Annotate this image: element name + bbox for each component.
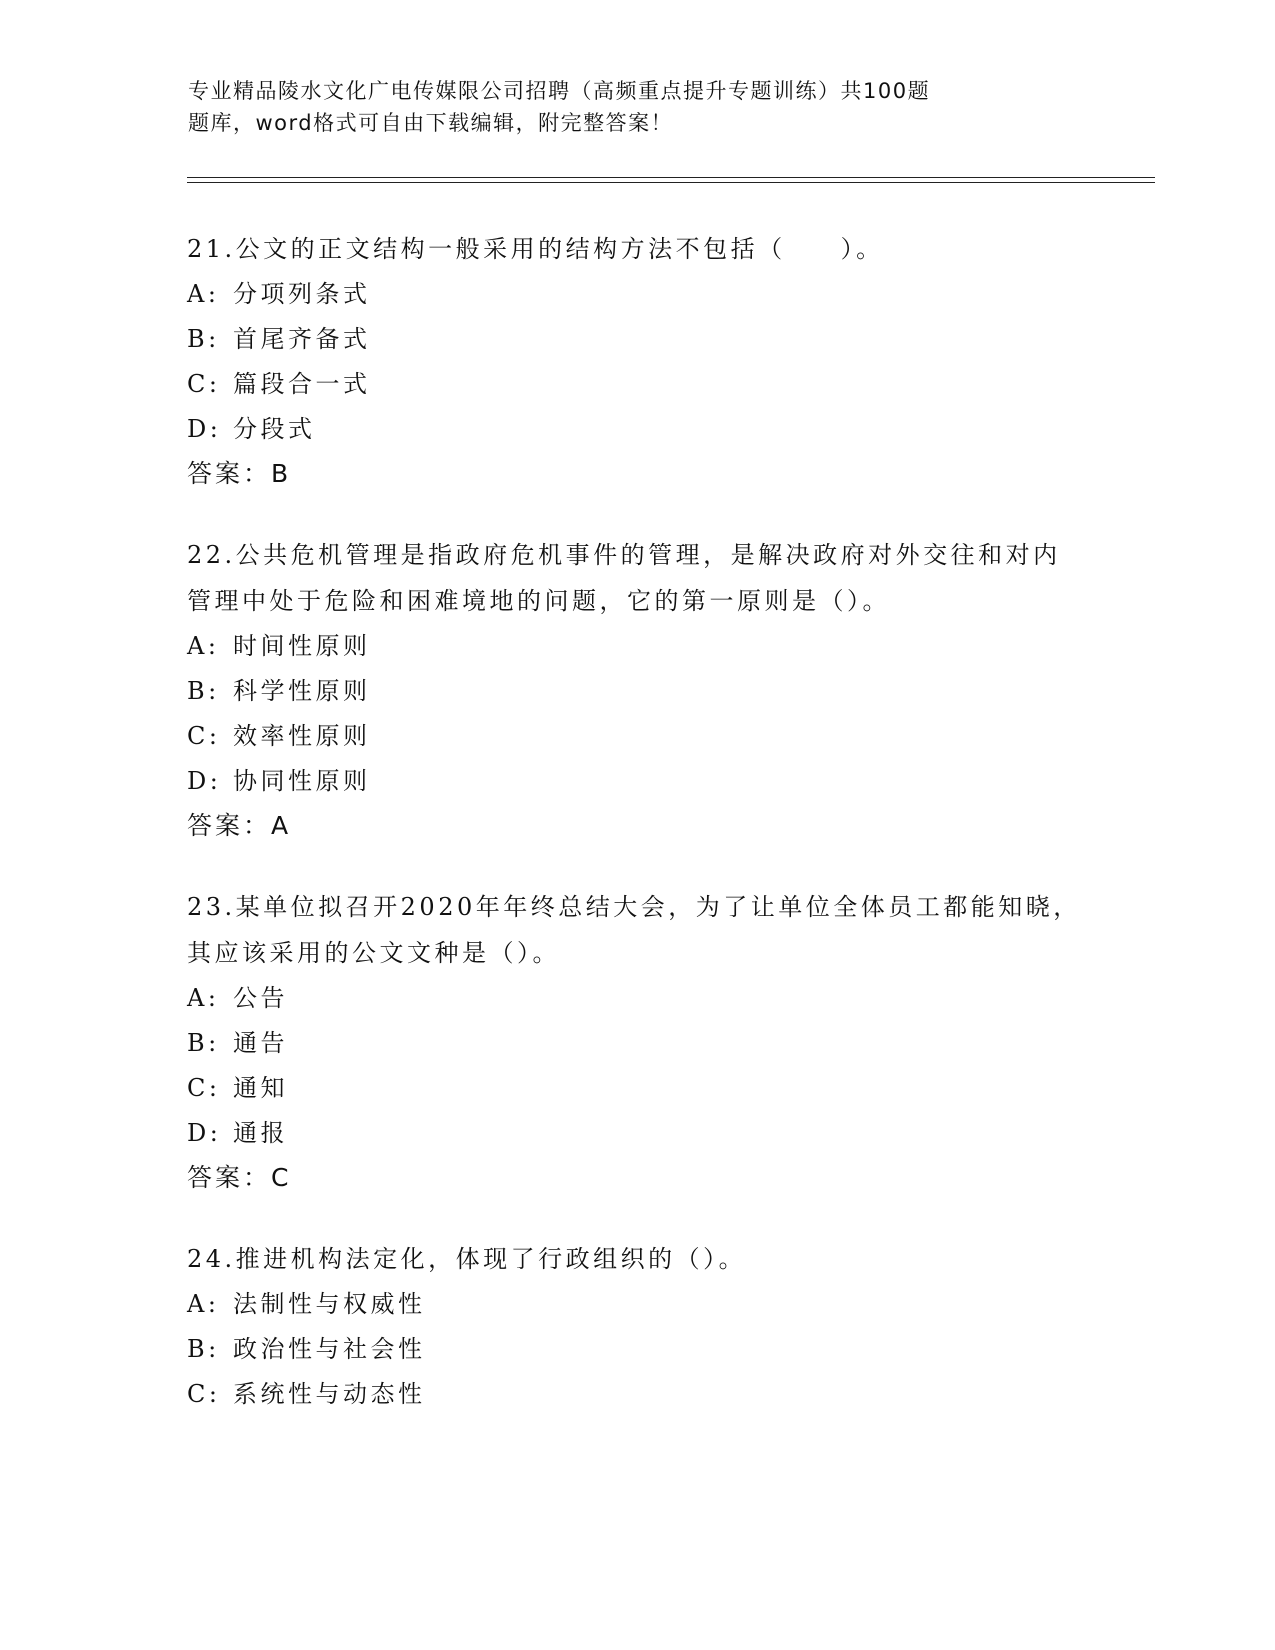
header-divider-bottom	[187, 182, 1155, 183]
option-d	[187, 1111, 1087, 1156]
option-letter: B:	[187, 677, 220, 705]
answer-label: 答案：	[187, 811, 272, 840]
option-a	[187, 1282, 1087, 1327]
option-letter: B:	[187, 1335, 220, 1363]
option-text: 通知	[233, 1074, 288, 1102]
answer-line	[187, 452, 1087, 496]
option-b	[187, 1327, 1087, 1372]
option-text: 效率性原则	[233, 722, 371, 750]
option-text: 法制性与权威性	[233, 1290, 426, 1318]
option-text: 系统性与动态性	[233, 1380, 426, 1408]
question-21	[187, 226, 1087, 496]
option-letter: C:	[187, 370, 221, 398]
question-stem: 23.某单位拟召开2020年年终总结大会，为了让单位全体员工都能知晓，其应该采用的公文文种是（）。	[187, 893, 1081, 967]
answer-value: A	[271, 811, 290, 840]
option-d	[187, 759, 1087, 804]
question-stem: 24.推进机构法定化，体现了行政组织的（）。	[187, 1245, 747, 1273]
option-text: 篇段合一式	[233, 370, 371, 398]
option-b	[187, 1021, 1087, 1066]
option-b	[187, 317, 1087, 362]
option-text: 通报	[233, 1119, 288, 1147]
answer-line	[187, 804, 1087, 848]
option-letter: A:	[187, 1290, 220, 1318]
option-text: 分项列条式	[233, 280, 371, 308]
option-text: 分段式	[233, 415, 316, 443]
question-stem: 21.公文的正文结构一般采用的结构方法不包括（ ）。	[187, 235, 884, 263]
question-23	[187, 884, 1087, 1200]
question-24	[187, 1236, 1087, 1417]
option-text: 协同性原则	[233, 767, 371, 795]
option-letter: A:	[187, 632, 220, 660]
header-title-line-1: 专业精品陵水文化广电传媒限公司招聘（高频重点提升专题训练）共100题	[188, 79, 931, 103]
question-22	[187, 532, 1087, 848]
option-letter: B:	[187, 325, 220, 353]
option-text: 首尾齐备式	[233, 325, 371, 353]
option-c	[187, 362, 1087, 407]
option-a	[187, 272, 1087, 317]
answer-label: 答案：	[187, 459, 272, 488]
option-a	[187, 976, 1087, 1021]
option-text: 公告	[233, 984, 288, 1012]
option-letter: D:	[187, 415, 222, 443]
option-letter: D:	[187, 767, 222, 795]
option-a	[187, 624, 1087, 669]
option-letter: C:	[187, 1380, 221, 1408]
option-text: 科学性原则	[233, 677, 371, 705]
option-c	[187, 1372, 1087, 1417]
header-title-line-2: 题库，word格式可自由下载编辑，附完整答案！	[188, 111, 674, 135]
document-header	[188, 75, 1028, 139]
option-d	[187, 407, 1087, 452]
answer-value: B	[271, 459, 290, 488]
option-text: 通告	[233, 1029, 288, 1057]
option-letter: C:	[187, 722, 221, 750]
option-text: 时间性原则	[233, 632, 371, 660]
option-letter: A:	[187, 280, 220, 308]
answer-label: 答案：	[187, 1163, 272, 1192]
option-letter: D:	[187, 1119, 222, 1147]
option-letter: B:	[187, 1029, 220, 1057]
option-letter: C:	[187, 1074, 221, 1102]
answer-value: C	[271, 1163, 290, 1192]
option-b	[187, 669, 1087, 714]
option-c	[187, 1066, 1087, 1111]
option-c	[187, 714, 1087, 759]
header-divider-top	[187, 177, 1155, 178]
option-text: 政治性与社会性	[233, 1335, 426, 1363]
question-stem: 22.公共危机管理是指政府危机事件的管理，是解决政府对外交往和对内管理中处于危险和困难境地的问题，它的第一原则是（）。	[187, 541, 1061, 615]
answer-line	[187, 1156, 1087, 1200]
option-letter: A:	[187, 984, 220, 1012]
